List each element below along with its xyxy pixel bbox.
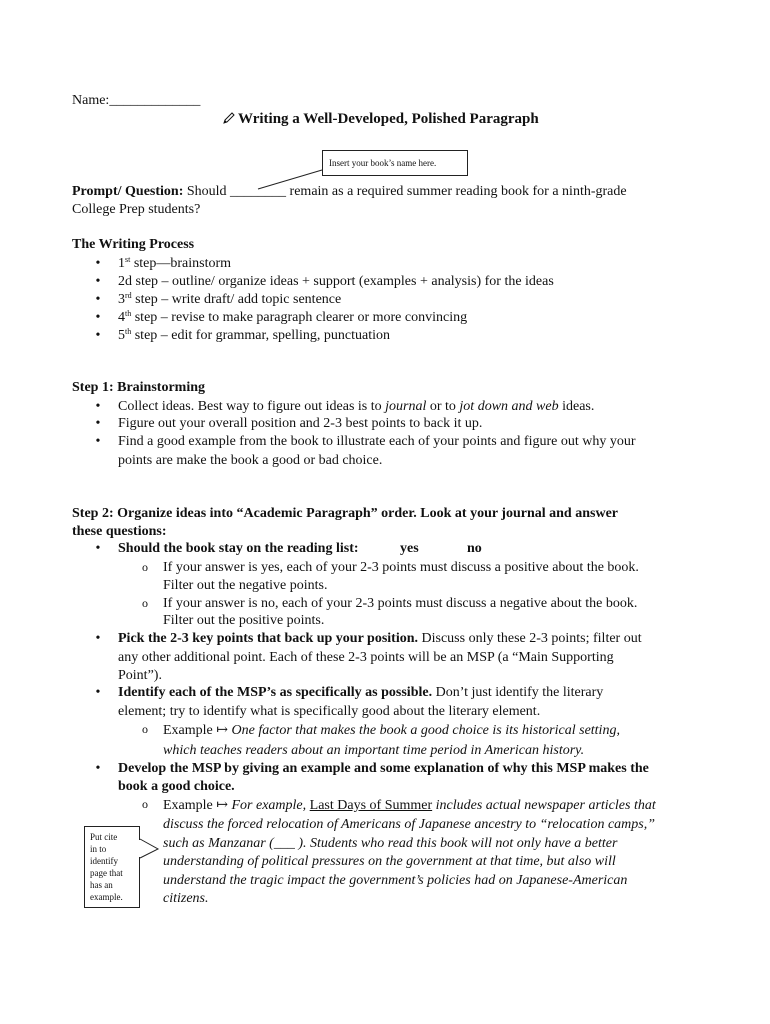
process-step: 2d step – outline/ organize ideas + support (examples + analysis) for the ideas	[118, 274, 554, 289]
identify-msp: Identify each of the MSP’s as specifically as possible. Don’t just identify the literary	[118, 685, 604, 700]
bullet: •	[95, 631, 101, 646]
bullet: •	[95, 399, 101, 414]
sub-bullet: o	[142, 596, 148, 610]
bullet: •	[95, 541, 101, 556]
no-option: no	[467, 541, 482, 556]
yes-answer-note-cont: Filter out the negative points.	[163, 578, 328, 593]
step1-bullet-3-cont: points are make the book a good or bad choice.	[118, 453, 383, 468]
identify-msp-cont: element; try to identify what is specifically good about the literary element.	[118, 704, 541, 719]
develop-example-l5: understand the tragic impact the government’s policies had on Japanese-American	[163, 873, 628, 888]
yes-answer-note: If your answer is yes, each of your 2-3 points must discuss a positive about the book.	[163, 560, 639, 575]
pick-key-points-cont-2: Point”).	[118, 668, 162, 683]
step2-heading-cont: these questions:	[72, 524, 167, 539]
develop-msp: Develop the MSP by giving an example and some explanation of why this MSP makes the	[118, 761, 649, 776]
msp-example: Example ↦ One factor that makes the book a good choice is its historical setting,	[163, 723, 620, 738]
process-step: 4th step – revise to make paragraph clearer or more convincing	[118, 309, 468, 325]
pencil-icon	[222, 111, 238, 130]
cite-callout: Put cite in to identify page that has an example.	[84, 826, 140, 908]
bullet: •	[95, 292, 101, 307]
bullet: •	[95, 761, 101, 776]
step1-bullet-3: Find a good example from the book to illustrate each of your points and figure out why your	[118, 434, 636, 449]
no-answer-note-cont: Filter out the positive points.	[163, 613, 325, 628]
process-step: 3rd step – write draft/ add topic sentence	[118, 291, 342, 307]
cite-callout-pointer	[139, 838, 161, 862]
develop-example-l6: citizens.	[163, 891, 209, 906]
writing-process-heading: The Writing Process	[72, 237, 195, 252]
step2-heading: Step 2: Organize ideas into “Academic Paragraph” order. Look at your journal and answer	[72, 506, 618, 521]
develop-example-l4: understanding of political pressures on the government at that time, but also will	[163, 854, 616, 869]
bullet: •	[95, 328, 101, 343]
bullet: •	[95, 256, 101, 271]
bullet: •	[95, 416, 101, 431]
step1-bullet-1: Collect ideas. Best way to figure out ideas is to journal or to jot down and web ideas.	[118, 399, 595, 414]
prompt-line-2: College Prep students?	[72, 202, 201, 217]
name-field-label: Name:_____________	[72, 93, 201, 108]
bullet: •	[95, 310, 101, 325]
yes-option: yes	[400, 541, 419, 556]
sub-bullet: o	[142, 560, 148, 574]
develop-example-l3: such as Manzanar (___ ). Students who read this book will not only have a better	[163, 836, 618, 851]
pick-key-points: Pick the 2-3 key points that back up your position. Discuss only these 2-3 points; filter out	[118, 631, 642, 646]
no-answer-note: If your answer is no, each of your 2-3 points must discuss a negative about the book.	[163, 596, 638, 611]
book-name-callout: Insert your book’s name here.	[322, 150, 468, 176]
step1-heading: Step 1: Brainstorming	[72, 380, 205, 395]
step1-bullet-2: Figure out your overall position and 2-3 best points to back it up.	[118, 416, 483, 431]
develop-msp-cont: book a good choice.	[118, 779, 235, 794]
process-step: 1st step—brainstorm	[118, 255, 232, 271]
develop-example-l2: discuss the forced relocation of Americans of Japanese ancestry to “relocation camps,”	[163, 817, 656, 832]
page-title: Writing a Well-Developed, Polished Paragraph	[222, 111, 539, 130]
pick-key-points-cont: any other additional point. Each of these 2-3 points will be an MSP (a “Main Supporting	[118, 650, 614, 665]
process-step: 5th step – edit for grammar, spelling, punctuation	[118, 327, 391, 343]
bullet: •	[95, 434, 101, 449]
reading-list-question: Should the book stay on the reading list:	[118, 541, 359, 556]
prompt-question: Prompt/ Question: Should ________ remain as a required summer reading book for a ninth-grade	[72, 184, 627, 199]
sub-bullet: o	[142, 722, 148, 736]
bullet: •	[95, 274, 101, 289]
msp-example-cont: which teaches readers about an important time period in American history.	[163, 743, 585, 758]
bullet: •	[95, 685, 101, 700]
sub-bullet: o	[142, 797, 148, 811]
develop-example: Example ↦ For example, Last Days of Summer includes actual newspaper articles that	[163, 798, 656, 813]
